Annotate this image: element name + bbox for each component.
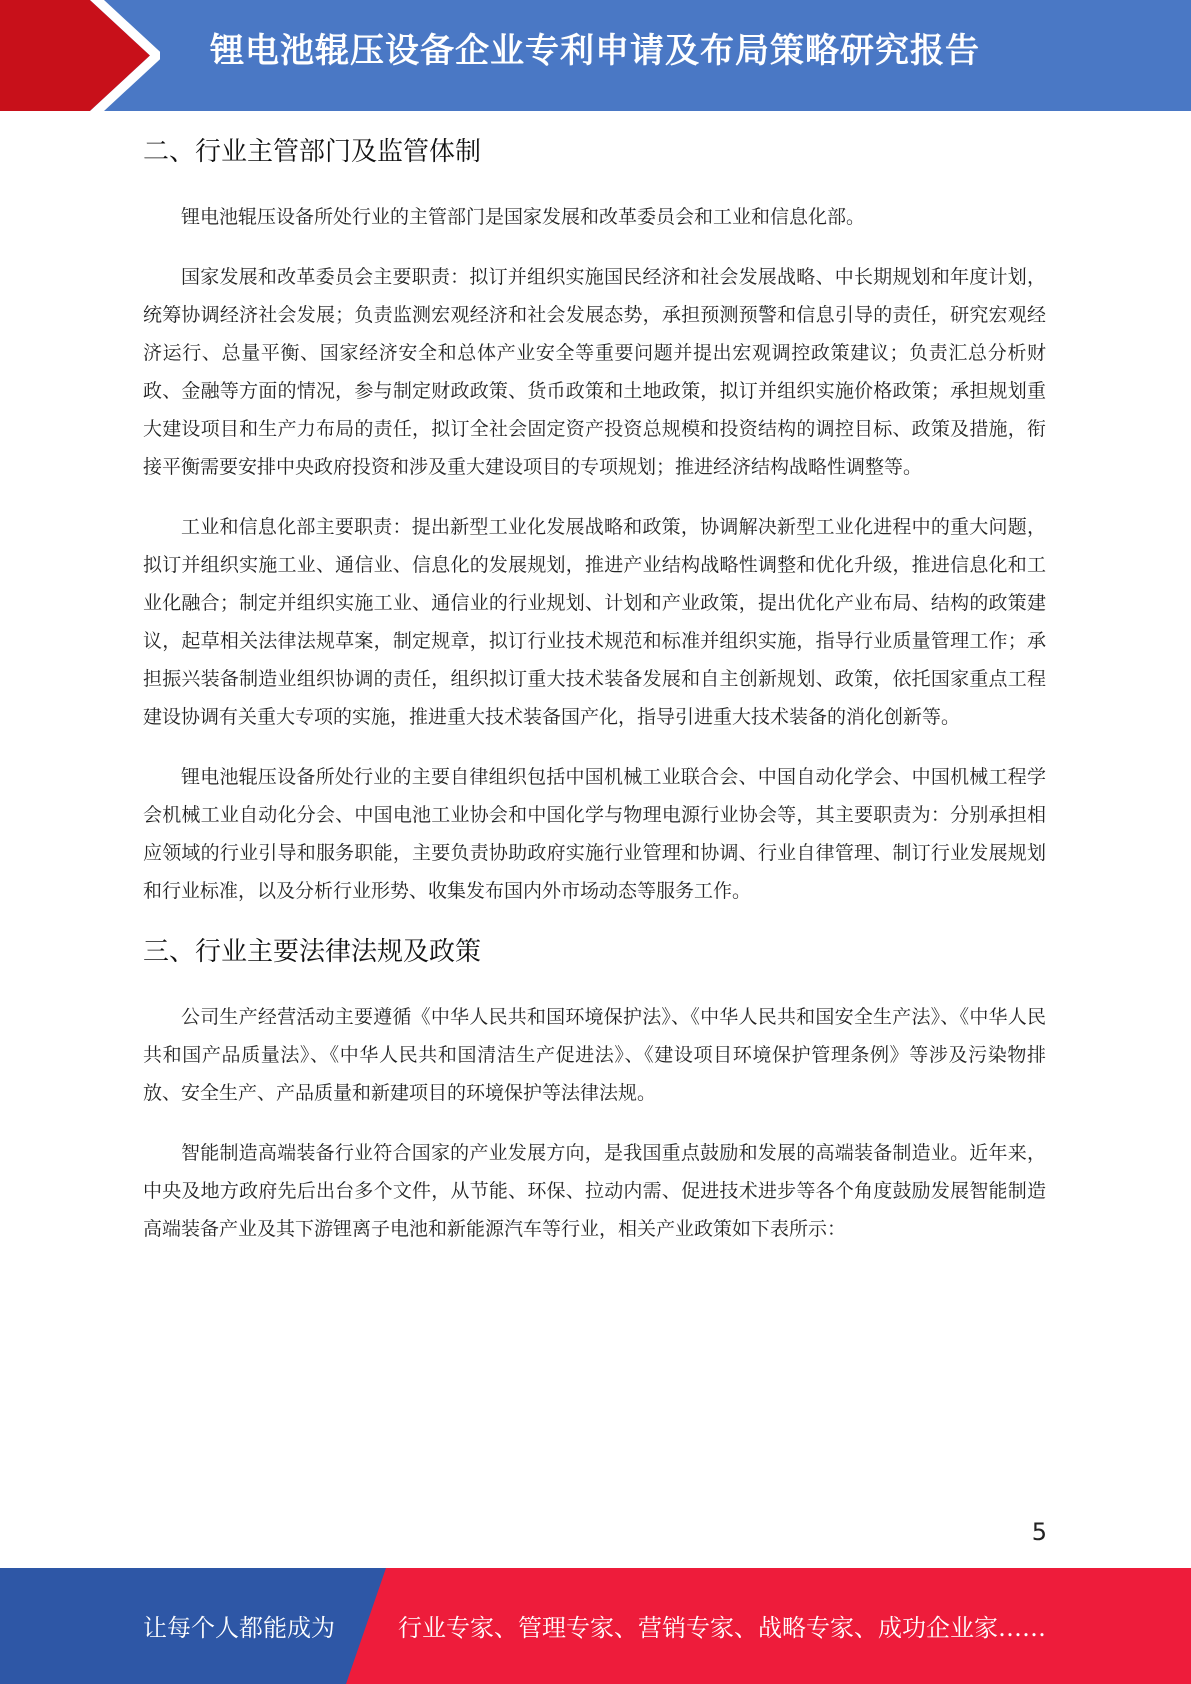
- main-content: [143, 122, 1046, 1270]
- footer-slogan-left: 让每个人都能成为: [143, 1614, 335, 1642]
- paragraph: 国家发展和改革委员会主要职责：拟订并组织实施国民经济和社会发展战略、中长期规划和年度计划，统筹协调经济社会发展；负责监测宏观经济和社会发展态势，承担预测预警和信息引导的责任，研究宏观经济运行、总量平衡、国家经济安全和总体产业安全等重要问题并提出宏观调控政策建议；负责汇总分析财政、金融等方面的情况，参与制定财政政策、货币政策和土地政策，拟订并组织实施价格政策；承担规划重大建设项目和生产力布局的责任，拟订全社会固定资产投资总规模和投资结构的调控目标、政策及措施，衔接平衡需要安排中央政府投资和涉及重大建设项目的专项规划；推进经济结构战略性调整等。: [143, 266, 1046, 478]
- paragraph: 智能制造高端装备行业符合国家的产业发展方向，是我国重点鼓励和发展的高端装备制造业。近年来，中央及地方政府先后出台多个文件，从节能、环保、拉动内需、促进技术进步等各个角度鼓励发展智能制造高端装备产业及其下游锂离子电池和新能源汽车等行业，相关产业政策如下表所示：: [143, 1142, 1046, 1240]
- header-chevron-decoration: [0, 0, 160, 111]
- report-title: 锂电池辊压设备企业专利申请及布局策略研究报告: [210, 31, 980, 71]
- page-number: 5: [1031, 1518, 1047, 1546]
- footer-slogan-right: 行业专家、管理专家、营销专家、战略专家、成功企业家……: [398, 1614, 1046, 1642]
- section-heading: 二、行业主管部门及监管体制: [143, 137, 482, 167]
- paragraph: 锂电池辊压设备所处行业的主要自律组织包括中国机械工业联合会、中国自动化学会、中国机械工程学会机械工业自动化分会、中国电池工业协会和中国化学与物理电源行业协会等，其主要职责为：分别承担相应领域的行业引导和服务职能，主要负责协助政府实施行业管理和协调、行业自律管理、制订行业发展规划和行业标准，以及分析行业形势、收集发布国内外市场动态等服务工作。: [143, 766, 1046, 902]
- paragraph: 工业和信息化部主要职责：提出新型工业化发展战略和政策，协调解决新型工业化进程中的重大问题，拟订并组织实施工业、通信业、信息化的发展规划，推进产业结构战略性调整和优化升级，推进信息化和工业化融合；制定并组织实施工业、通信业的行业规划、计划和产业政策，提出优化产业布局、结构的政策建议，起草相关法律法规草案，制定规章，拟订行业技术规范和标准并组织实施，指导行业质量管理工作；承担振兴装备制造业组织协调的责任，组织拟订重大技术装备发展和自主创新规划、政策，依托国家重点工程建设协调有关重大专项的实施，推进重大技术装备国产化，指导引进重大技术装备的消化创新等。: [143, 516, 1046, 728]
- footer-banner: [0, 1568, 1191, 1684]
- paragraph: 公司生产经营活动主要遵循《中华人民共和国环境保护法》、《中华人民共和国安全生产法》、《中华人民共和国产品质量法》、《中华人民共和国清洁生产促进法》、《建设项目环境保护管理条例》等涉及污染物排放、安全生产、产品质量和新建项目的环境保护等法律法规。: [143, 1006, 1046, 1104]
- header-banner: [0, 0, 1191, 111]
- paragraph: 锂电池辊压设备所处行业的主管部门是国家发展和改革委员会和工业和信息化部。: [181, 206, 866, 228]
- section-heading: 三、行业主要法律法规及政策: [143, 937, 482, 967]
